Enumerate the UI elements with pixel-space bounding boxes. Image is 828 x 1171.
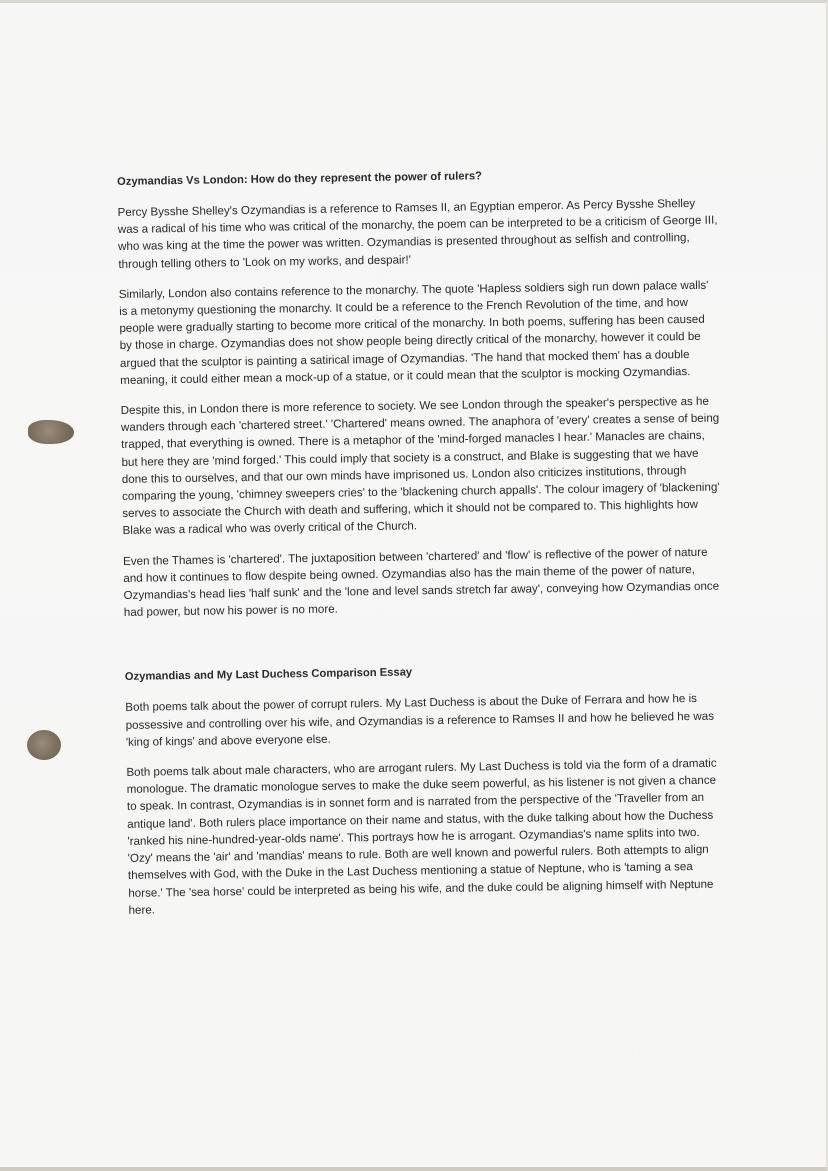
document-content	[117, 166, 729, 932]
paragraph: Even the Thames is 'chartered'. The juxtaposition between 'chartered' and 'flow' is reflective of the power of nature and how it continues to flow despite being owned. Ozymandias also has the main theme of the power of nature, Ozymandias's head lies 'half sunk' and the 'lone and level sands stretch far away', conveying how Ozymandias once had power, but now his power is no more.	[122, 545, 720, 620]
paragraph: Both poems talk about the power of corrupt rulers. My Last Duchess is about the Duke of Ferrara and how he is possessive and controlling over his wife, and Ozymandias is a reference to Ramses II and how he believed he was 'king of kings' and above everyone else.	[125, 692, 715, 749]
paragraph: Despite this, in London there is more reference to society. We see London through the speaker's perspective as he wanders through each 'chartered street.' 'Chartered' means owned. The anaphora of 'every' creates a sense of being trapped, that everything is owned. There is a metaphor of the 'mind-forged manacles I hear.' Manacles are chains, but here they are 'mind forged.' This could imply that society is a construct, and Blake is suggesting that we have done this to ourselves, and that our own minds have imprisoned us. London also criticizes institutions, through comparing the young, 'chimney sweepers cries' to the 'blackening church appalls'. The colour imagery of 'blackening' serves to associate the Church with death and suffering, which it should not be compared to. This highlights how Blake was a radical who was overly critical of the Church.	[120, 394, 720, 538]
paragraph: Percy Bysshe Shelley's Ozymandias is a reference to Ramses II, an Egyptian emperor. As Percy Bysshe Shelley was a radical of his time who was critical of the monarchy, the poem can be interpreted to be a criticism of George III, who was king at the time the power was written. Ozymandias is presented throughout as selfish and controlling, through telling others to 'Look on my works, and despair!'	[117, 196, 718, 271]
punch-hole-mark	[28, 420, 74, 444]
essay-title: Ozymandias and My Last Duchess Comparison Essay	[124, 666, 413, 684]
essay-title: Ozymandias Vs London: How do they represent the power of rulers?	[117, 170, 483, 188]
punch-hole-mark	[27, 730, 61, 760]
paragraph: Similarly, London also contains reference to the monarchy. The quote 'Hapless soldiers sigh run down palace walls' is a metonymy questioning the monarchy. It could be a reference to the French Revolution of the time, and how people were gradually starting to become more critical of the monarchy. In both poems, suffering has been caused by those in charge. Ozymandias does not show people being directly critical of the monarchy, however it could be argued that the sculptor is painting a satirical image of Ozymandias. 'The hand that mocked them' has a double meaning, it could either mean a mock-up of a statue, or it could mean that the sculptor is mocking Ozymandias.	[118, 278, 709, 387]
paragraph: Both poems talk about male characters, who are arrogant rulers. My Last Duchess is told via the form of a dramatic monologue. The dramatic monologue serves to make the duke seem powerful, as his listener is not given a chance to speak. In contrast, Ozymandias is in sonnet form and is narrated from the perspective of the 'Traveller from an antique land'. Both rulers place importance on their name and status, with the duke talking about how the Duchess 'ranked his nine-hundred-year-olds name'. This portrays how he is arrogant. Ozymandias's name splits into two. 'Ozy' means the 'air' and 'mandias' means to rule. Both are well known and powerful rulers. Both attempts to align themselves with God, with the Duke in the Last Duchess mentioning a statue of Neptune, who is 'taming a sea horse.' The 'sea horse' could be interpreted as being his wife, and the duke could be aligning himself with Neptune here.	[126, 756, 717, 917]
